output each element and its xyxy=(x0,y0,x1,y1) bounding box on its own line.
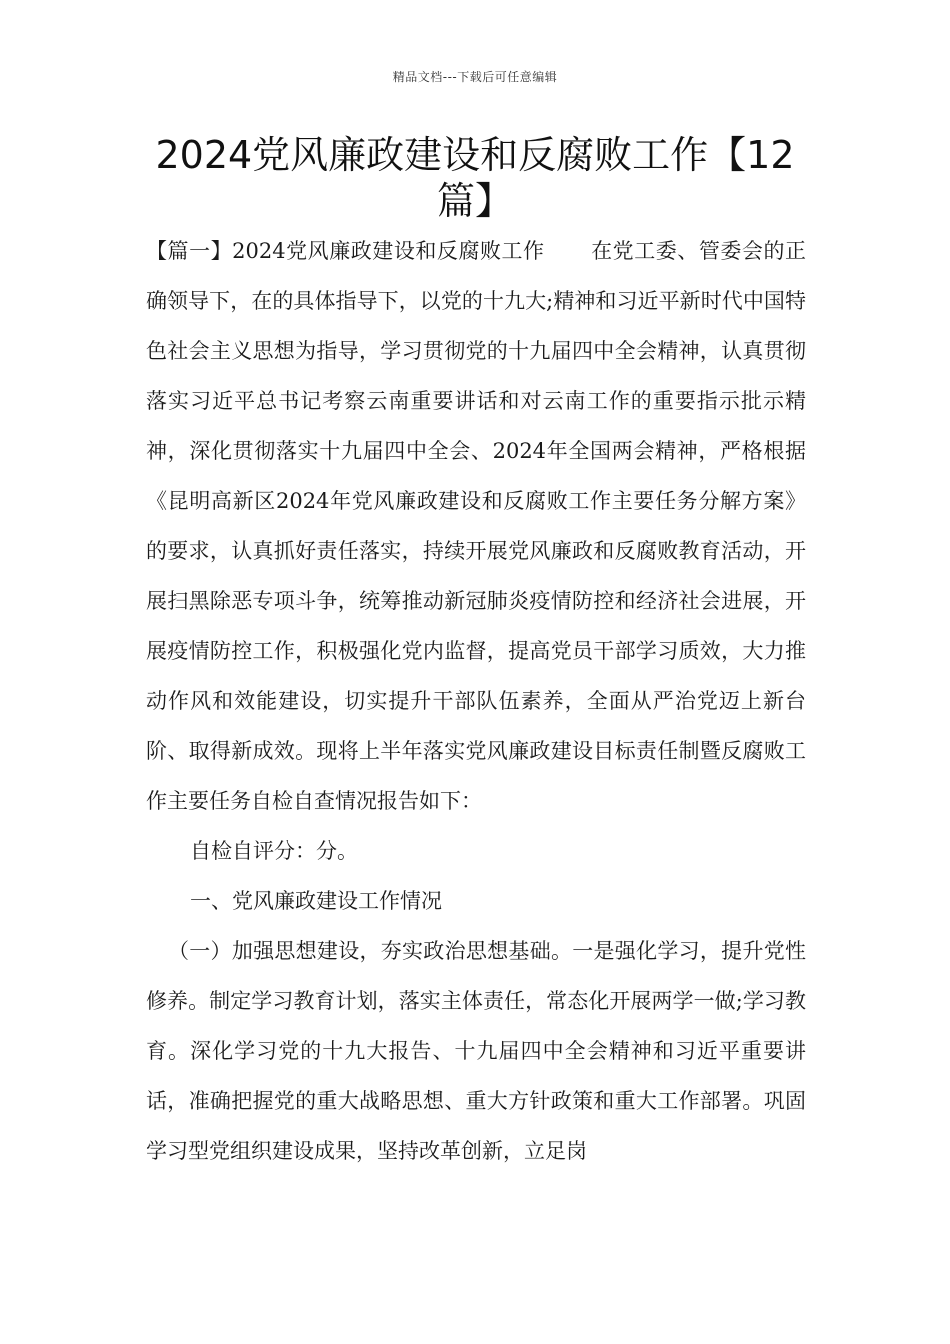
document-body xyxy=(146,226,806,1176)
header-note: 精品文档---下载后可任意编辑 xyxy=(392,70,558,84)
section-paragraph: （一）加强思想建设，夯实政治思想基础。一是强化学习，提升党性修养。制定学习教育计划，落实主体责任，常态化开展两学一做;学习教育。深化学习党的十九大报告、十九届四中全会精神和习近平重要讲话，准确把握党的重大战略思想、重大方针政策和重大工作部署。巩固学习型党组织建设成果，坚持改革创新，立足岗 xyxy=(146,939,806,1163)
intro-lead: 【篇一】2024党风廉政建设和反腐败工作 xyxy=(146,239,545,263)
intro-text: 在党工委、管委会的正确领导下，在的具体指导下，以党的十九大;精神和习近平新时代中国特色社会主义思想为指导，学习贯彻党的十九届四中全会精神，认真贯彻落实习近平总书记考察云南重要讲话和对云南工作的重要指示批示精神，深化贯彻落实十九届四中全会、2024年全国两会精神，严格根据《昆明高新区2024年党风廉政建设和反腐败工作主要任务分解方案》的要求，认真抓好责任落实，持续开展党风廉政和反腐败教育活动，开展扫黑除恶专项斗争，统筹推动新冠肺炎疫情防控和经济社会进展，开展疫情防控工作，积极强化党内监督，提高党员干部学习质效，大力推动作风和效能建设，切实提升干部队伍素养，全面从严治党迈上新台阶、取得新成效。现将上半年落实党风廉政建设目标责任制暨反腐败工作主要任务自检自查情况报告如下： xyxy=(146,239,806,813)
document-title: 2024党风廉政建设和反腐败工作【12篇】 xyxy=(155,133,795,223)
self-score-line: 自检自评分：分。 xyxy=(190,839,358,863)
intro-paragraph xyxy=(146,226,806,826)
section-heading: 一、党风廉政建设工作情况 xyxy=(190,889,442,913)
